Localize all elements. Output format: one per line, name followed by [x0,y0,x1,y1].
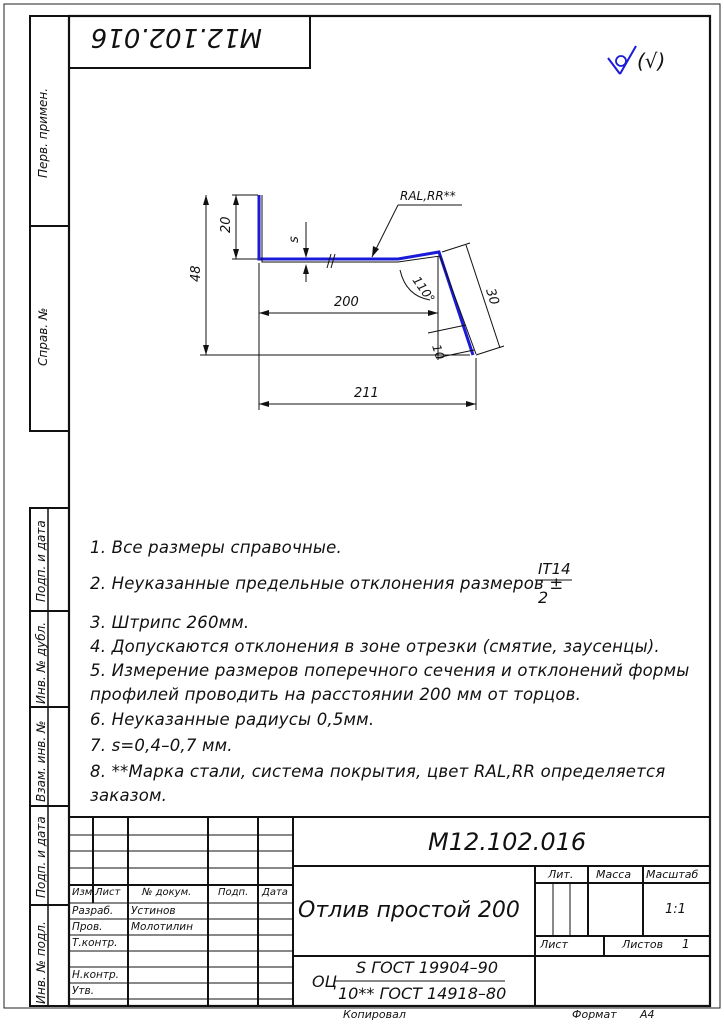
format-value: А4 [640,1008,655,1021]
row-razrab: Разраб. [72,905,114,917]
note-2: 2. Неуказанные предельные отклонения размеров ± [90,574,564,593]
dim-10: 10 [429,342,448,362]
profile-section [259,195,476,355]
scale-value: 1:1 [665,902,686,917]
massa-label: Масса [596,868,632,881]
listov-label: Листов [622,938,664,951]
note-5: 5. Измерение размеров поперечного сечения и отклонений формы [90,661,690,680]
dim-48: 48 [189,265,204,282]
row-nkontr: Н.контр. [72,969,119,981]
kopiroval-label: Копировал [343,1008,406,1021]
listov-value: 1 [682,937,690,951]
material-bottom: 10** ГОСТ 14918–80 [338,984,507,1003]
col-doc: № докум. [142,887,192,898]
col-data: Дата [262,887,288,898]
roughness-icon [608,46,636,74]
dim-211: 211 [354,386,379,401]
dim-200: 200 [334,295,359,310]
format-label: Формат [572,1008,617,1021]
col-list: Лист [95,887,121,898]
note-8: 8. **Марка стали, система покрытия, цвет RAL,RR определяется [90,762,666,781]
title-name: Отлив простой 200 [298,898,520,923]
prov-name: Молотилин [131,921,193,933]
dim-20: 20 [219,216,234,233]
angle-110: 110° [409,273,438,306]
note-1: 1. Все размеры справочные. [90,538,342,557]
note-6: 6. Неуказанные радиусы 0,5мм. [90,710,375,729]
side-label-sprav-no: Справ. № [36,307,50,366]
masshtab-label: Масштаб [646,868,699,881]
title-doc-number: М12.102.016 [428,828,587,856]
side-label-inv-podl: Инв. № подл. [34,921,48,1004]
row-utv: Утв. [72,985,95,997]
note-5-cont: профилей проводить на расстоянии 200 мм от торцов. [90,685,582,704]
row-prov: Пров. [72,921,103,933]
doc-number-top: М12.102.016 [90,22,262,52]
note-4: 4. Допускаются отклонения в зоне отрезки (смятие, заусенцы). [90,637,660,656]
note-8-cont: заказом. [90,786,168,805]
dim-30: 30 [482,286,502,307]
tolerance-numerator: IT14 [538,560,571,578]
coating-label: RAL,RR** [400,189,456,203]
note-3: 3. Штрипс 260мм. [90,613,250,632]
side-label-inv-dubl: Инв. № дубл. [34,621,48,704]
lit-label: Лит. [548,868,574,881]
tolerance-denominator: 2 [538,588,549,607]
side-label-vzam-inv: Взам. инв. № [34,720,48,802]
side-label-podp-data-1: Подп. и дата [34,520,48,602]
razrab-name: Устинов [131,905,176,917]
note-7: 7. s=0,4–0,7 мм. [90,736,233,755]
dim-s: s [287,236,302,243]
col-podp: Подп. [218,887,249,898]
side-label-podp-data-2: Подп. и дата [34,816,48,898]
material-top: S ГОСТ 19904–90 [356,958,499,977]
col-izm: Изм [72,887,93,898]
material-prefix: ОЦ [312,972,338,991]
list-label: Лист [540,938,568,951]
row-tkontr: Т.контр. [72,937,118,949]
roughness-paren: (√) [637,49,666,73]
side-label-perv-primen: Перв. примен. [36,87,50,178]
